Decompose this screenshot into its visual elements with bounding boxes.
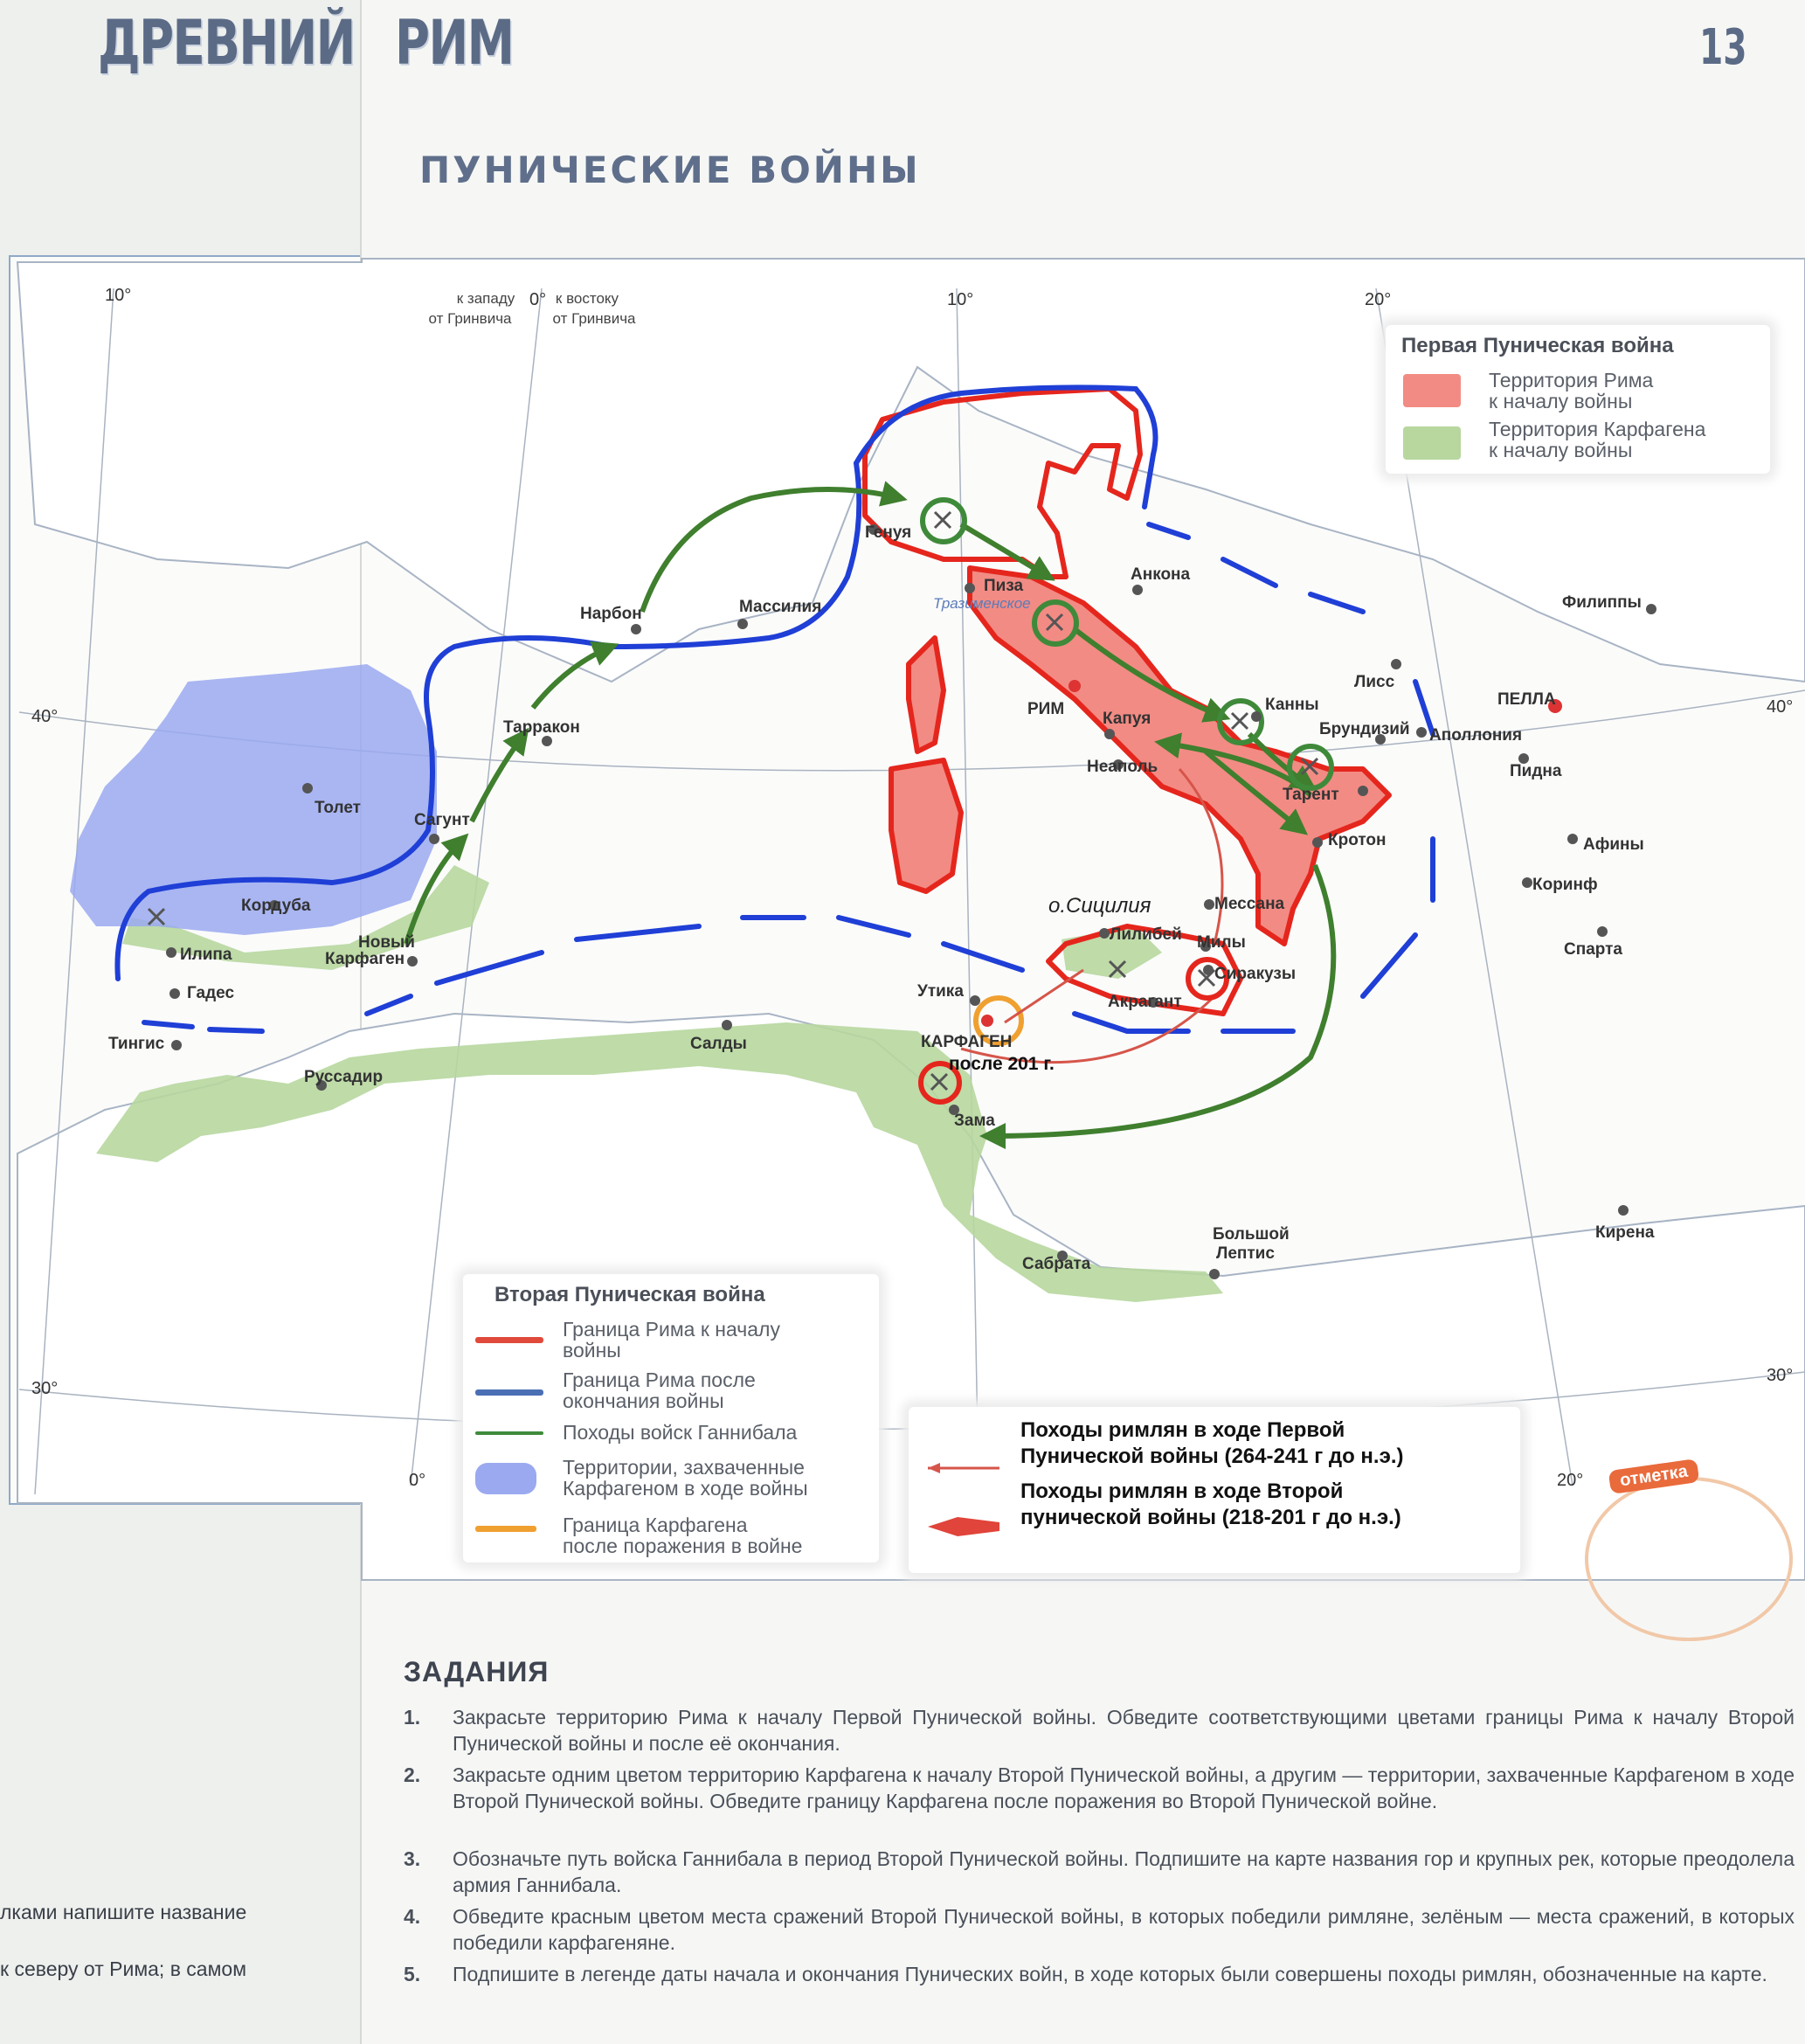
legend-swatch-carthage-border: [475, 1526, 536, 1532]
legend-hannibal-route: Походы войск Ганнибала: [563, 1421, 798, 1444]
section-title: ПУНИЧЕСКИЕ ВОЙНЫ: [419, 149, 921, 191]
legend-carthage-territory-line1: Территория Карфагена: [1489, 418, 1706, 440]
place-genua: Генуя: [865, 523, 912, 542]
lon-10-label: 10°: [947, 290, 974, 309]
legend-first-title: Первая Пуническая война: [1401, 334, 1674, 357]
place-sabratha: Сабрата: [1022, 1255, 1091, 1273]
legend-swatch-hannibal-route: [475, 1431, 543, 1435]
roman-campaign-second-arrow-icon: [923, 1515, 1001, 1538]
place-mylae: Милы: [1197, 933, 1246, 952]
campaign-first-line2: Пунической войны (264-241 г до н.э.): [1020, 1445, 1404, 1468]
roman-campaign-first-arrow-icon: [923, 1459, 1001, 1477]
legend-rome-border-end-line1: Граница Рима после: [563, 1368, 756, 1391]
place-leptis-1: Большой: [1213, 1225, 1290, 1244]
legend-carthage-border-line2: после поражения в войне: [563, 1535, 803, 1557]
legend-swatch-rome-territory: [1403, 374, 1461, 407]
place-saguntum: Сагунт: [414, 811, 470, 829]
left-note-1: лками напишите название: [0, 1901, 247, 1923]
place-pella: ПЕЛЛА: [1497, 690, 1556, 709]
place-athens: Афины: [1583, 835, 1644, 854]
lon-20-bottom-label: 20°: [1557, 1471, 1584, 1490]
place-philippi: Филиппы: [1562, 593, 1642, 612]
place-messana: Мессана: [1214, 895, 1285, 913]
place-corinth: Коринф: [1532, 876, 1598, 894]
task-text: Обведите красным цветом места сражений Второй Пунической войны, в которых победили римляне, зелёным — места сражений, в которых победили карфагеняне.: [453, 1905, 1795, 1954]
annotation-after-201: после 201 г.: [949, 1054, 1055, 1074]
place-lissus: Лисс: [1354, 673, 1395, 691]
legend-carthage-conquests-line1: Территории, захваченные: [563, 1456, 805, 1479]
crossed-swords-icon: [935, 512, 951, 528]
place-syracuse: Сиракузы: [1214, 965, 1297, 983]
place-zama: Зама: [954, 1112, 995, 1130]
legend-swatch-rome-border-end: [475, 1389, 543, 1396]
campaign-second-line1: Походы римлян в ходе Второй: [1020, 1479, 1344, 1503]
legend-swatch-rome-border-start: [475, 1337, 543, 1343]
lat-40-right-label: 40°: [1767, 697, 1794, 717]
crossed-swords-icon: [1232, 713, 1248, 729]
legend-second-punic-war: [463, 1274, 879, 1562]
grade-stamp: отметка: [1608, 1459, 1700, 1494]
task-text: Закрасьте территорию Рима к началу Первой Пунической войны. Обведите соответствующими цветами границы Рима к началу Второй Пунической войны и после её окончания.: [453, 1706, 1795, 1755]
place-sicily: о.Сицилия: [1048, 894, 1151, 918]
legend-rome-border-start-line2: войны: [563, 1339, 621, 1362]
place-massilia: Массилия: [739, 598, 822, 616]
lon-0-bottom-label: 0°: [409, 1471, 426, 1490]
meridian-east-note-1: к востоку: [555, 290, 619, 307]
task-text: Обозначьте путь войска Ганнибала в период Второй Пунической войны. Подпишите на карте названия гор и крупных рек, которые преодолела армия Ганнибала.: [453, 1847, 1795, 1896]
task-number: 5.: [404, 1963, 421, 1985]
grade-stamp-ring: [1585, 1477, 1793, 1641]
rome-sardinia: [891, 760, 961, 891]
rome-corsica: [909, 638, 944, 752]
legend-roman-campaigns: [909, 1407, 1520, 1573]
carthage-conquests-iberia: [70, 664, 437, 935]
legend-carthage-border-line1: Граница Карфагена: [563, 1514, 748, 1536]
legend-swatch-carthage-conquests: [475, 1463, 536, 1494]
legend-first-punic-war: [1386, 325, 1770, 474]
place-carthage: КАРФАГЕН: [921, 1033, 1013, 1051]
lon-20-label: 20°: [1365, 290, 1392, 309]
place-trasimene: Тразименское: [933, 595, 1031, 612]
place-narbo: Нарбон: [580, 605, 642, 623]
task-number: 2.: [404, 1763, 421, 1786]
lon-10-left-label: 10°: [105, 286, 132, 305]
place-sparta: Спарта: [1564, 940, 1622, 959]
place-tarentum: Тарент: [1283, 786, 1339, 804]
campaign-first-line1: Походы римлян в ходе Первой: [1020, 1418, 1345, 1442]
lat-40-left-label: 40°: [31, 707, 59, 726]
place-ilipa: Илипа: [180, 946, 232, 964]
task-text: Закрасьте одним цветом территорию Карфагена к началу Второй Пунической войны, а другим — территории, захваченные Карфагеном в ходе Второй Пунической войны. Обведите границу Карфагена после поражения во Второй Пунической войне.: [453, 1763, 1795, 1812]
place-pydna: Пидна: [1510, 762, 1562, 780]
legend-rome-territory-line2: к началу войны: [1489, 390, 1633, 412]
task-text: Подпишите в легенде даты начала и окончания Пунических войн, в ходе которых были совершены походы римлян, обозначенные на карте.: [453, 1963, 1767, 1985]
place-toletum: Толет: [315, 799, 361, 817]
place-ancona: Анкона: [1131, 565, 1191, 584]
place-lilybaeum: Лилибей: [1110, 925, 1182, 944]
place-tingis: Тингис: [108, 1035, 165, 1053]
legend-rome-border-end-line2: окончания войны: [563, 1389, 724, 1412]
legend-second-title: Вторая Пуническая война: [494, 1283, 765, 1306]
place-tarraco: Тарракон: [503, 718, 580, 737]
legend-carthage-conquests-line2: Карфагеном в ходе войны: [563, 1477, 808, 1500]
task-number: 4.: [404, 1905, 421, 1928]
place-rome: РИМ: [1027, 700, 1065, 718]
place-cyrene: Кирена: [1595, 1223, 1655, 1242]
meridian-west-note-1: к западу: [456, 290, 515, 307]
legend-rome-territory-line1: Территория Рима: [1489, 369, 1654, 391]
header-left-word: ДРЕВНИЙ: [98, 7, 355, 79]
place-pisa: Пиза: [984, 577, 1024, 595]
meridian-west-note-2: от Гринвича: [428, 310, 512, 327]
place-corduba: Кордуба: [241, 897, 311, 915]
header-right-word: РИМ: [395, 7, 514, 79]
lat-30-left-label: 30°: [31, 1379, 59, 1398]
lat-30-right-label: 30°: [1767, 1366, 1794, 1385]
place-capua: Капуя: [1103, 710, 1151, 728]
task-number: 3.: [404, 1847, 421, 1870]
task-number: 1.: [404, 1706, 421, 1729]
page-number: 13: [1699, 19, 1747, 76]
left-note-2: к северу от Рима; в самом: [0, 1957, 247, 1980]
place-utica: Утика: [917, 982, 964, 1001]
legend-rome-border-start-line1: Граница Рима к началу: [563, 1318, 780, 1341]
place-new-carthage-1: Новый: [358, 933, 415, 952]
campaign-second-line2: пунической войны (218-201 г до н.э.): [1020, 1506, 1401, 1529]
place-cannae: Канны: [1265, 696, 1319, 714]
place-new-carthage-2: Карфаген: [325, 950, 405, 968]
place-neapolis: Неаполь: [1087, 758, 1158, 776]
legend-carthage-territory-line2: к началу войны: [1489, 439, 1633, 461]
place-acragas: Акрагант: [1108, 993, 1182, 1011]
place-apollonia: Аполлония: [1429, 726, 1523, 745]
place-russadir: Руссадир: [304, 1068, 384, 1086]
lon-0-label: 0°: [529, 290, 547, 309]
legend-swatch-carthage-territory: [1403, 426, 1461, 460]
tasks-title: ЗАДАНИЯ: [404, 1656, 550, 1687]
meridian-east-note-2: от Гринвича: [552, 310, 636, 327]
place-leptis-2: Лептис: [1216, 1244, 1275, 1263]
place-gades: Гадес: [187, 984, 235, 1002]
place-croton: Кротон: [1328, 831, 1387, 849]
place-brundisium: Брундизий: [1319, 720, 1410, 738]
place-saldae: Салды: [690, 1035, 747, 1053]
